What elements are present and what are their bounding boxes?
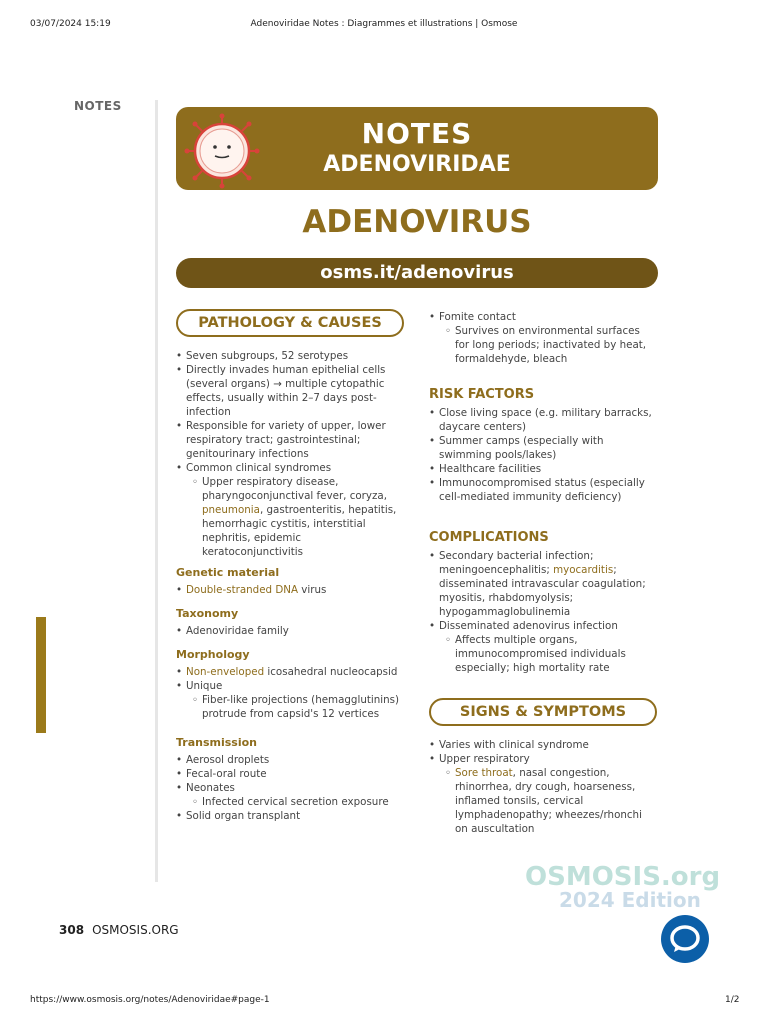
list-item: • Aerosol droplets (176, 753, 404, 767)
list-item: ◦ Upper respiratory disease, pharyngoconjunctival fever, coryza, pneumonia, gastroenteritis, hepatitis, hemorrhagic cystitis, interstitial nephritis, epidemic keratoconjunctivitis (176, 475, 404, 559)
page-site: OSMOSIS.ORG (92, 923, 179, 937)
list-item: • Common clinical syndromes (176, 461, 404, 475)
chat-button[interactable] (661, 915, 709, 963)
list-item: • Solid organ transplant (176, 809, 404, 823)
signs-list (429, 738, 657, 836)
banner-title: NOTES (361, 117, 473, 150)
page-number (59, 923, 179, 937)
print-datetime: 03/07/2024 15:19 (30, 19, 111, 29)
taxonomy-list (176, 624, 404, 638)
complications-list (429, 549, 657, 675)
list-item: • Adenoviridae family (176, 624, 404, 638)
logo-brand: OSMOSIS.org (525, 862, 721, 892)
taxonomy-heading: Taxonomy (176, 607, 239, 620)
list-item: • Varies with clinical syndrome (429, 738, 657, 752)
list-item: • Neonates (176, 781, 404, 795)
list-item: • Double-stranded DNA virus (176, 583, 404, 597)
highlight-term: Sore throat (455, 767, 513, 779)
highlight-term: Double-stranded DNA (186, 584, 299, 596)
margin-divider (155, 100, 158, 882)
print-url: https://www.osmosis.org/notes/Adenoviridae#page-1 (30, 995, 270, 1005)
list-item: ◦ Infected cervical secretion exposure (176, 795, 404, 809)
list-item: • Disseminated adenovirus infection (429, 619, 657, 633)
list-item: ◦ Survives on environmental surfaces for long periods; inactivated by heat, formaldehyde, bleach (429, 324, 657, 366)
list-item: • Fomite contact (429, 310, 657, 324)
print-title: Adenoviridae Notes : Diagrammes et illustrations | Osmose (250, 19, 518, 29)
list-item: • Fecal-oral route (176, 767, 404, 781)
logo-edition: 2024 Edition (559, 888, 701, 912)
list-item: • Summer camps (especially with swimming pools/lakes) (429, 434, 657, 462)
fomite-list (429, 310, 657, 366)
list-item: • Upper respiratory (429, 752, 657, 766)
page-title: ADENOVIRUS (302, 204, 532, 240)
osmosis-logo (525, 862, 721, 912)
list-item: • Close living space (e.g. military barracks, daycare centers) (429, 406, 657, 434)
list-item: ◦ Affects multiple organs, immunocompromised individuals especially; high mortality rate (429, 633, 657, 675)
page-number-value: 308 (59, 923, 85, 937)
morphology-list (176, 665, 404, 721)
risk-heading: RISK FACTORS (429, 387, 535, 402)
transmission-heading: Transmission (176, 736, 258, 749)
side-notes-label: NOTES (74, 99, 122, 113)
pathology-heading: PATHOLOGY & CAUSES (176, 309, 404, 337)
list-item: ◦ Sore throat, nasal congestion, rhinorrhea, dry cough, hoarseness, inflamed tonsils, cervical lymphadenopathy; wheezes/rhonchi on auscultation (429, 766, 657, 836)
print-page: 1/2 (725, 995, 740, 1005)
pathology-list (176, 349, 404, 559)
list-item: • Secondary bacterial infection; meningoencephalitis; myocarditis; disseminated intravascular coagulation; myositis, rhabdomyolysis; hypogammaglobulinemia (429, 549, 657, 619)
risk-list (429, 406, 657, 504)
list-item: • Seven subgroups, 52 serotypes (176, 349, 404, 363)
list-item: • Responsible for variety of upper, lower respiratory tract; gastrointestinal; genitourinary infections (176, 419, 404, 461)
section-marker (36, 617, 46, 733)
list-item: • Immunocompromised status (especially cell-mediated immunity deficiency) (429, 476, 657, 504)
morphology-heading: Morphology (176, 648, 250, 661)
banner-subtitle: ADENOVIRIDAE (323, 152, 511, 177)
highlight-term: myocarditis (553, 564, 614, 576)
list-item: • Unique (176, 679, 404, 693)
complications-heading: COMPLICATIONS (429, 530, 549, 545)
list-item: • Directly invades human epithelial cells (several organs) → multiple cytopathic effects, usually within 2–7 days post-infection (176, 363, 404, 419)
genetic-list (176, 583, 404, 597)
list-item: • Non-enveloped icosahedral nucleocapsid (176, 665, 404, 679)
chat-bubble-icon (661, 915, 709, 963)
signs-heading: SIGNS & SYMPTOMS (429, 698, 657, 726)
highlight-term: Non-enveloped (186, 666, 265, 678)
highlight-term: pneumonia (202, 504, 260, 516)
osmosis-link[interactable]: osms.it/adenovirus (176, 258, 658, 288)
list-item: ◦ Fiber-like projections (hemagglutinins) protrude from capsid's 12 vertices (176, 693, 404, 721)
transmission-list (176, 753, 404, 823)
genetic-heading: Genetic material (176, 566, 280, 579)
list-item: • Healthcare facilities (429, 462, 657, 476)
